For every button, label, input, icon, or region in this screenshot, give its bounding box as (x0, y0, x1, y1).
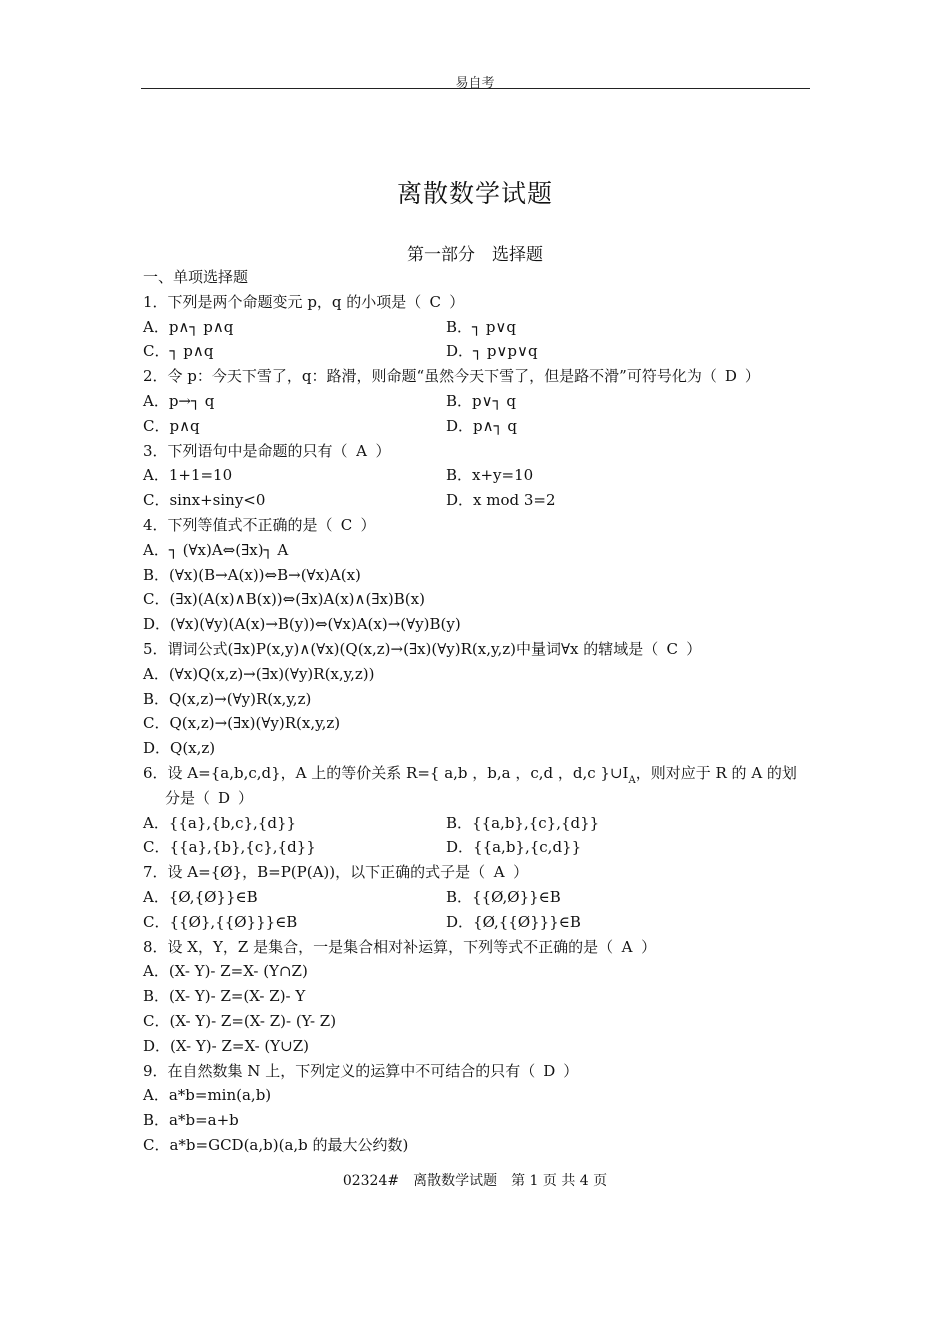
option-a: A．┐ (∀x)A⇔(∃x)┐ A (143, 540, 289, 559)
option-c: C．(∃x)(A(x)∧B(x))⇔(∃x)A(x)∧(∃x)B(x) (143, 590, 425, 609)
option-a: A．{{a},{b,c},{d}} (143, 813, 297, 832)
question-1 (143, 290, 813, 315)
options-row (143, 339, 813, 364)
question-6-cont (143, 786, 813, 811)
option-d: D．{Ø,{{Ø}}}∈B (446, 912, 581, 931)
option-c: C．p∧q (143, 416, 200, 435)
option-a: A．p∧┐ p∧q (143, 317, 234, 336)
paren-close: ） (563, 1061, 579, 1080)
option-d: D．Q(x,z) (143, 739, 216, 758)
option-a: A．1+1=10 (143, 466, 233, 485)
option-a: A．(∀x)Q(x,z)→(∃x)(∀y)R(x,y,z)) (143, 664, 375, 683)
options-row (143, 885, 813, 910)
options-row (143, 463, 813, 488)
options-row (143, 835, 813, 860)
option-b: B．{{Ø,Ø}}∈B (446, 887, 561, 906)
question-text: 3．下列语句中是命题的只有（ (143, 441, 348, 460)
answer: C (429, 292, 442, 311)
option-c: C．sinx+siny<0 (143, 491, 266, 510)
option-b: B．p∨┐ q (446, 391, 517, 410)
option-d: D．{{a,b},{c,d}} (446, 838, 582, 857)
question-4 (143, 513, 813, 538)
page-footer: 02324# 离散数学试题 第 1 页 共 4 页 (342, 1173, 608, 1189)
question-text: 4．下列等值式不正确的是（ (143, 515, 333, 534)
question-3 (143, 439, 813, 464)
question-text: 2．令 p：今天下雪了，q：路滑，则命题“虽然今天下雪了，但是路不滑”可符号化为（ (143, 367, 717, 386)
paren-close: ） (360, 515, 376, 534)
document-title: 离散数学试题 (396, 179, 553, 208)
question-text-cont: ，则对应于 R 的 A 的划 (635, 763, 797, 782)
question-8 (143, 935, 813, 960)
option-b: B．Q(x,z)→(∀y)R(x,y,z) (143, 689, 312, 708)
option-c: C．a*b=GCD(a,b)(a,b 的最大公约数) (143, 1135, 409, 1154)
option-c: C．(X- Y)- Z=(X- Z)- (Y- Z) (143, 1011, 337, 1030)
subscript: A (628, 774, 636, 786)
question-2 (143, 364, 813, 389)
option-b: B．(∀x)(B→A(x))⇔B→(∀x)A(x) (143, 565, 361, 584)
option-a: A．a*b=min(a,b) (143, 1086, 272, 1105)
answer: A (621, 937, 633, 956)
header-rule (141, 88, 810, 89)
question-9 (143, 1059, 813, 1084)
option-b: B．┐ p∨q (446, 317, 517, 336)
answer: C (666, 639, 679, 658)
option-a: A．p→┐ q (143, 391, 215, 410)
option-b: B．x+y=10 (446, 466, 534, 485)
question-6 (143, 761, 813, 786)
options-row (143, 488, 813, 513)
options-row (143, 389, 813, 414)
section-heading: 第一部分 选择题 (407, 245, 543, 265)
answer: D (724, 367, 737, 386)
answer: D (218, 788, 231, 807)
option-d: D．p∧┐ q (446, 416, 518, 435)
answer: D (543, 1061, 556, 1080)
answer: C (340, 515, 353, 534)
option-c: C．Q(x,z)→(∃x)(∀y)R(x,y,z) (143, 714, 341, 733)
page-header: 易自考 (455, 76, 495, 91)
question-text: 分是（ (165, 788, 211, 807)
question-text: 8．设 X，Y，Z 是集合，一是集合相对补运算，下列等式不正确的是（ (143, 937, 614, 956)
option-d: D．┐ p∨p∨q (446, 342, 538, 361)
question-text: 6．设 A={a,b,c,d}，A 上的等价关系 R={ a,b ，b,a ，c,d ，d,c }∪I (143, 763, 629, 782)
option-a: A．(X- Y)- Z=X- (Y∩Z) (143, 962, 308, 981)
option-d: D．x mod 3=2 (446, 491, 556, 510)
option-a: A．{Ø,{Ø}}∈B (143, 887, 258, 906)
option-b: B．{{a,b},{c},{d}} (446, 813, 600, 832)
option-d: D．(∀x)(∀y)(A(x)→B(y))⇔(∀x)A(x)→(∀y)B(y) (143, 615, 461, 634)
part-heading: 一、单项选择题 (143, 268, 249, 286)
question-text: 1．下列是两个命题变元 p，q 的小项是（ (143, 292, 422, 311)
question-7 (143, 860, 813, 885)
paren-close: ） (744, 367, 760, 386)
option-b: B．(X- Y)- Z=(X- Z)- Y (143, 987, 306, 1006)
options-row (143, 315, 813, 340)
option-c: C．{{Ø},{{Ø}}}∈B (143, 912, 298, 931)
options-row (143, 414, 813, 439)
options-row (143, 811, 813, 836)
question-list (143, 265, 813, 1158)
paren-close: ） (238, 788, 254, 807)
option-d: D．(X- Y)- Z=X- (Y∪Z) (143, 1036, 310, 1055)
paren-close: ） (375, 441, 391, 460)
option-c: C．{{a},{b},{c},{d}} (143, 838, 316, 857)
paren-close: ） (641, 937, 657, 956)
options-row (143, 910, 813, 935)
paren-close: ） (686, 639, 702, 658)
option-b: B．a*b=a+b (143, 1111, 239, 1130)
paren-close: ） (513, 863, 529, 882)
question-text: 9．在自然数集 N 上，下列定义的运算中不可结合的只有（ (143, 1061, 536, 1080)
question-text: 5．谓词公式(∃x)P(x,y)∧(∀x)(Q(x,z)→(∃x)(∀y)R(x,y,z)中量词∀x 的辖域是（ (143, 639, 659, 658)
question-text: 7．设 A={Ø}，B=P(P(A))，以下正确的式子是（ (143, 863, 486, 882)
paren-close: ） (449, 292, 465, 311)
question-5 (143, 637, 813, 662)
option-c: C．┐ p∧q (143, 342, 214, 361)
answer: A (356, 441, 367, 460)
answer: A (493, 863, 505, 882)
